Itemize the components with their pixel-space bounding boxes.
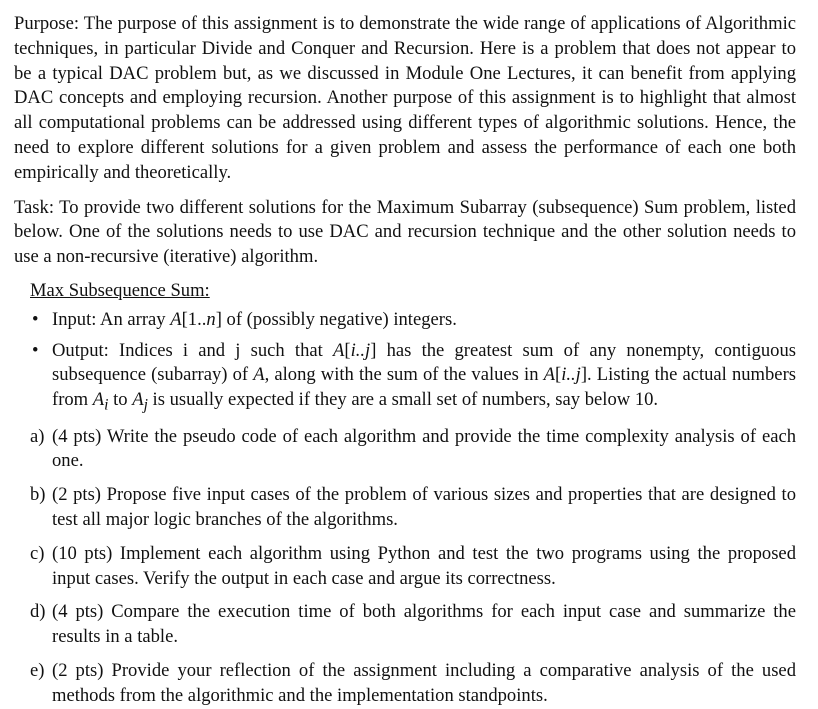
input-var-n: n [206, 308, 216, 330]
bullet-dot: • [32, 308, 39, 330]
output-text-2: [ [344, 339, 351, 361]
input-text-2: [1.. [181, 308, 207, 330]
part-a [30, 425, 796, 475]
task-paragraph: Task: To provide two different solutions for the Maximum Subarray (subsequence) Sum problem, listed below. One of the solutions needs to use DAC and recursion technique and the other solution needs to use a non-recursive (iterative) algorithm. [14, 196, 796, 268]
output-text-7: to [108, 389, 133, 411]
part-letter: c) [30, 542, 45, 564]
output-var-4: A [543, 364, 555, 386]
part-b [30, 483, 796, 533]
output-var-2: i..j [350, 339, 371, 361]
task-parts-list [30, 425, 796, 709]
part-text: (10 pts) Implement each algorithm using Python and test the two programs using the proposed input cases. Verify the output in each case and argue its correctness. [52, 542, 796, 589]
part-letter: e) [30, 660, 45, 682]
output-bullet [30, 339, 796, 419]
part-letter: a) [30, 425, 45, 447]
output-sub-2: j [143, 396, 148, 414]
input-var-a: A [170, 308, 182, 330]
part-letter: d) [30, 601, 46, 623]
input-bullet [30, 308, 796, 333]
bullet-dot: • [32, 339, 39, 361]
part-letter: b) [30, 484, 46, 506]
output-var-5: i..j [561, 364, 581, 386]
output-text-6: ]. Listing the actual numbers from [52, 364, 796, 411]
part-text: (2 pts) Provide your reflection of the assignment including a comparative analysis of the used methods from the algorithmic and the implementation standpoints. [52, 660, 796, 706]
part-d [30, 600, 796, 650]
problem-heading: Max Subsequence Sum: [30, 279, 210, 301]
input-text-3: ] of (possibly negative) integers. [215, 308, 457, 330]
part-text: (4 pts) Write the pseudo code of each algorithm and provide the time complexity analysis of each one. [52, 425, 796, 472]
output-text-5: [ [554, 364, 562, 386]
part-e [30, 659, 796, 709]
part-text: (2 pts) Propose five input cases of the problem of various sizes and properties that are designed to test all major logic branches of the algorithms. [52, 484, 796, 531]
problem-section [14, 279, 796, 709]
purpose-paragraph: Purpose: The purpose of this assignment is to demonstrate the wide range of applications of Algorithmic techniques, in particular Divide and Conquer and Recursion. Here is a problem that does not appear to be a typical DAC problem but, as we discussed in Module One Lectures, it can benefit from applying DAC concepts and employing recursion. Another purpose of this assignment is to highlight that almost all computational problems can be addressed using different types of algorithmic solutions. Hence, the need to explore different solutions for a given problem and assess the performance of each one both empirically and theoretically. [14, 13, 796, 183]
output-text-8: is usually expected if they are a small set of numbers, say below 10. [147, 389, 659, 411]
output-text-3: ] has the greatest sum of any nonempty, contiguous subsequence (subarray) of [52, 339, 796, 386]
output-sub-1: i [104, 396, 109, 414]
output-text-4: , along with the sum of the values in [264, 364, 544, 386]
output-var-3: A [253, 364, 265, 386]
part-c [30, 542, 796, 592]
input-text-1: Input: An array [52, 308, 171, 330]
problem-bullet-list [30, 308, 796, 419]
output-var-7: A [132, 389, 144, 411]
output-var-6: A [92, 389, 105, 411]
output-text-1: Output: Indices i and j such that [52, 339, 333, 361]
output-var-1: A [333, 339, 345, 361]
part-text: (4 pts) Compare the execution time of both algorithms for each input case and summarize the results in a table. [52, 601, 796, 648]
